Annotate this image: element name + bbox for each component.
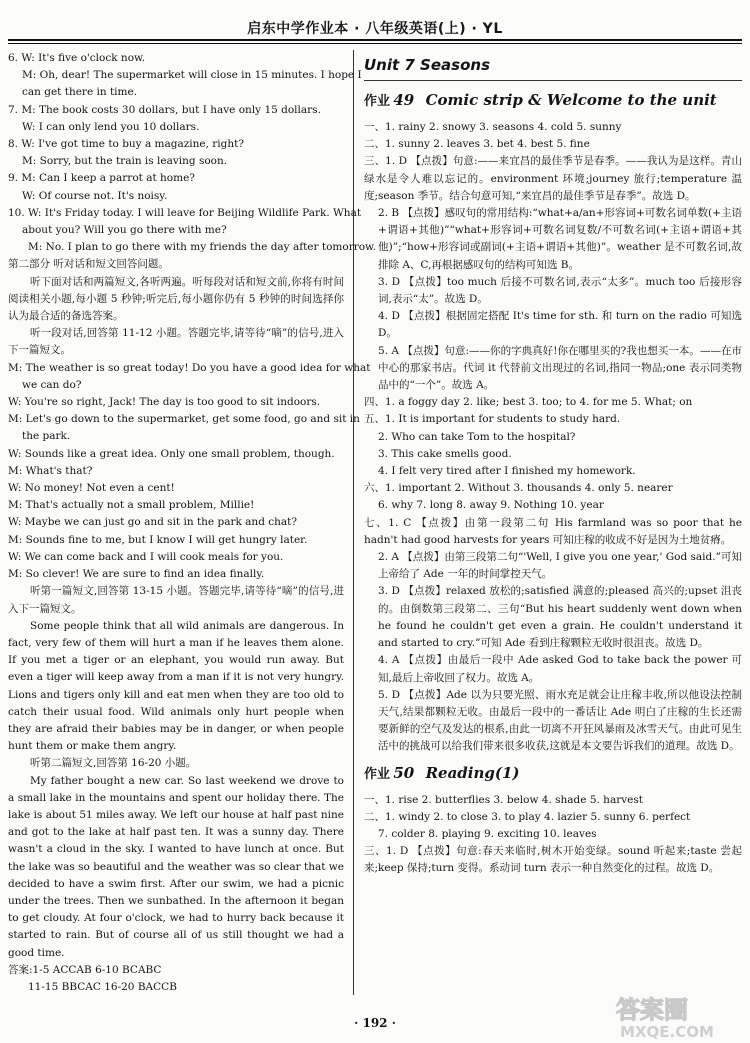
part2-title: 第二部分 听对话和短文回答问题。	[8, 258, 169, 271]
dialogue-line: we can do?	[22, 378, 82, 391]
header-rule	[8, 39, 742, 41]
passage1-text: Some people think that all wild animals are dangerous. In fact, very few of them will hurt a man if he leaves them alone. If you met a tiger or an elephant, you would run away. But even a tiger will keep away from a man if it is not very hungry. Lions and tigers only kill and eat men when they are too old to catch their usual food. Wild animals only hurt people when they are afraid their babies may be in danger, or when people hunt them or make them angry.	[8, 619, 344, 753]
unit-rule	[364, 80, 742, 81]
dialogue-line: M: Sounds fine to me, but I know I will get hungry later.	[8, 533, 308, 546]
unit-title: Unit 7 Seasons	[364, 56, 490, 74]
answer-line: 2. Who can take Tom to the hospital?	[378, 430, 576, 443]
answer-line: 五、1. It is important for students to study hard.	[364, 413, 621, 426]
watermark-text: 答案圈	[616, 996, 688, 1024]
transcript-line: 9. M: Can I keep a parrot at home?	[8, 172, 195, 185]
transcript-line: 7. M: The book costs 30 dollars, but I have only 15 dollars.	[8, 103, 321, 116]
answer-explanation: 2. B 【点拨】感叹句的常用结构:“what+a/an+形容词+可数名词单数(+主语+谓语+其他)”“what+形容词+可数名词复数/不可数名词(+主语+谓语+其他)”;“how+形容词或副词(+主语+谓语+其他)”。weather 是不可数名词,故排除 A、C,再根据感叹句的结构可知选 B。	[378, 207, 742, 271]
homework-number: 50	[393, 763, 415, 782]
homework-50-heading	[364, 762, 742, 786]
answer-line: 7. colder 8. playing 9. exciting 10. leaves	[378, 827, 597, 840]
watermark-logo	[612, 992, 746, 1040]
passage1-instructions: 听第一篇短文,回答第 13-15 小题。答题完毕,请等待“嘀”的信号,进入下一篇短文。	[8, 585, 344, 615]
transcript-line: can get there in time.	[22, 86, 138, 99]
transcript-line: 10. W: It's Friday today. I will leave for Beijing Wildlife Park. What	[8, 206, 362, 219]
homework-49-heading	[364, 89, 742, 113]
answer-explanation: 5. D 【点拨】Ade 以为只要光照、雨水充足就会让庄稼丰收,所以他设法控制天气,结果都颗粒无收。由最后一段中的一番话让 Ade 明白了庄稼的生长还需要新鲜的空气及发达的根系,由此一切离不开狂风暴雨及冰雪天气。由此可见生活中的挑战可以给我们带来很多收获,这就是本文要告诉我们的道理。故选 D。	[378, 688, 742, 753]
page-number: · 192 ·	[354, 1016, 396, 1030]
dialogue-instructions: 听一段对话,回答第 11-12 小题。答题完毕,请等待“嘀”的信号,进入下一篇短文。	[8, 327, 344, 357]
transcript-line: M: No. I plan to go there with my friends the day after tomorrow.	[28, 241, 377, 254]
answer-line: 一、1. rise 2. butterflies 3. below 4. shade 5. harvest	[364, 793, 643, 806]
dialogue-line: W: Sounds like a great idea. Only one small problem, though.	[8, 447, 335, 460]
answer-line: 二、1. sunny 2. leaves 3. bet 4. best 5. fine	[364, 138, 590, 151]
answer-line: 6. why 7. long 8. away 9. Nothing 10. year	[378, 499, 604, 512]
answer-explanation: 3. D 【点拨】too much 后接不可数名词,表示“太多”。much too 后接形容词,表示“太”。故选 D。	[378, 275, 742, 306]
dialogue-line: W: We can come back and I will cook meals for you.	[8, 550, 284, 563]
page-header	[0, 0, 750, 44]
header-rule-thin	[8, 43, 742, 44]
answer-line: 4. I felt very tired after I finished my homework.	[378, 465, 636, 478]
transcript-line: 8. W: I've got time to buy a magazine, right?	[8, 138, 244, 151]
book-title: 启东中学作业本 · 八年级英语(上) · YL	[247, 21, 503, 37]
answer-explanation: 4. A 【点拨】由最后一段中 Ade asked God to take back the power 可知,最后上帝收回了权力。故选 A。	[378, 654, 742, 684]
answer-explanation: 5. A 【点拨】句意:——你的字典真好!你在哪里买的?我也想买一本。——在市中心的那家书店。代词 it 代替前文出现过的名词,指同一物品;one 表示同类物品中的“一个”。故选 A。	[378, 344, 742, 392]
transcript-line: M: Sorry, but the train is leaving soon.	[22, 155, 228, 168]
part2-instructions: 听下面对话和两篇短文,各听两遍。听每段对话和短文前,你将有时间阅读相关小题,每小题 5 秒钟;听完后,每小题你仍有 5 秒钟的时间选择你认为最合适的备选答案。	[8, 275, 344, 323]
answer-line: 二、1. windy 2. to close 3. to play 4. lazier 5. sunny 6. perfect	[364, 810, 691, 823]
answer-explanation: 3. D 【点拨】relaxed 放松的;satisfied 满意的;pleased 高兴的;upset 沮丧的。由倒数第三段第二、三句“But his heart suddenly went down when he found he couldn't get even a grain. He couldn't understand it and started to cry.”可知 Ade 看到庄稼颗粒无收时很沮丧。故选 D。	[378, 585, 742, 650]
dialogue-line: W: Maybe we can just go and sit in the park and chat?	[8, 516, 298, 529]
column-divider	[353, 50, 354, 995]
answer-line: 四、1. a foggy day 2. like; best 3. too; to 4. for me 5. What; on	[364, 396, 693, 409]
transcript-line: M: Oh, dear! The supermarket will close in 15 minutes. I hope I	[22, 69, 362, 82]
dialogue-line: M: The weather is so great today! Do you have a good idea for what	[8, 361, 371, 374]
answer-line: 六、1. important 2. Without 3. thousands 4. only 5. nearer	[364, 482, 673, 495]
homework-number: 49	[393, 91, 415, 109]
dialogue-line: W: You're so right, Jack! The day is too good to sit indoors.	[8, 396, 321, 409]
left-column	[8, 50, 377, 996]
dialogue-line: M: That's actually not a small problem, Millie!	[8, 499, 255, 512]
transcript-line: about you? Will you go there with me?	[22, 224, 227, 237]
answer-key: 11-15 BBCAC 16-20 BACCB	[28, 980, 177, 993]
answer-line: 一、1. rainy 2. snowy 3. seasons 4. cold 5. sunny	[364, 121, 622, 133]
passage2-text: My father bought a new car. So last weekend we drove to a small lake in the mountains and spent our holiday there. The lake is about 51 miles away. We left our house at half past nine and got to the lake at half past ten. It was a sunny day. There wasn't a cloud in the sky. I wanted to have lunch at once. But the lake was so beautiful and the weather was so clear that we decided to have a swim first. After our swim, we had a picnic under the trees. Then we sunbathed. In the afternoon it began to get cloudy. At four o'clock, we had to hurry back because it started to rain. But of course all of us still thought we had a good time.	[8, 774, 344, 959]
dialogue-line: M: What's that?	[8, 464, 93, 477]
dialogue-line: W: No money! Not even a cent!	[8, 482, 175, 495]
homework-name: Comic strip & Welcome to the unit	[425, 91, 717, 109]
watermark-url: MXQE.COM	[620, 1023, 714, 1040]
dialogue-line: M: Let's go down to the supermarket, get some food, go and sit in	[8, 413, 360, 426]
transcript-line: 6. W: It's five o'clock now.	[8, 52, 146, 64]
homework-label: 作业	[364, 94, 391, 109]
transcript-line: W: Of course not. It's noisy.	[22, 189, 168, 202]
answer-key: 答案:1-5 ACCAB 6-10 BCABC	[8, 963, 162, 976]
answer-line: 3. This cake smells good.	[378, 447, 512, 460]
answer-explanation: 2. A 【点拨】由第三段第二句“'Well, I give you one year,' God said.”可知上帝给了 Ade 一年的时间掌控天气。	[378, 551, 742, 581]
answer-explanation: 三、1. D 【点拨】句意:——来宜昌的最佳季节是春季。——我认为是这样。青山绿水是令人难以忘记的。environment 环境;journey 旅行;temperature 温度;season 季节。结合句意可知,“来宜昌的最佳季节是春季”。故选 D。	[364, 155, 742, 202]
transcript-line: W: I can only lend you 10 dollars.	[22, 120, 200, 133]
answer-explanation: 4. D 【点拨】根据固定搭配 It's time for sth. 和 turn on the radio 可知选 D。	[378, 310, 742, 340]
homework-name: Reading(1)	[425, 763, 520, 782]
homework-label: 作业	[364, 766, 391, 782]
answer-explanation: 七、1. C 【点拨】由第一段第二句 His farmland was so poor that he hadn't had good harvests for years 可知庄稼的收成不好是因为土地贫瘠。	[364, 516, 742, 546]
dialogue-line: M: So clever! We are sure to find an idea finally.	[8, 568, 265, 581]
passage2-instructions: 听第二篇短文,回答第 16-20 小题。	[30, 757, 197, 770]
dialogue-line: the park.	[22, 430, 71, 443]
right-column	[364, 50, 742, 878]
answer-explanation: 三、1. D 【点拨】句意:春天来临时,树木开始变绿。sound 听起来;taste 尝起来;keep 保持;turn 变得。系动词 turn 表示一种自然变化的过程。故选 D。	[364, 845, 742, 875]
